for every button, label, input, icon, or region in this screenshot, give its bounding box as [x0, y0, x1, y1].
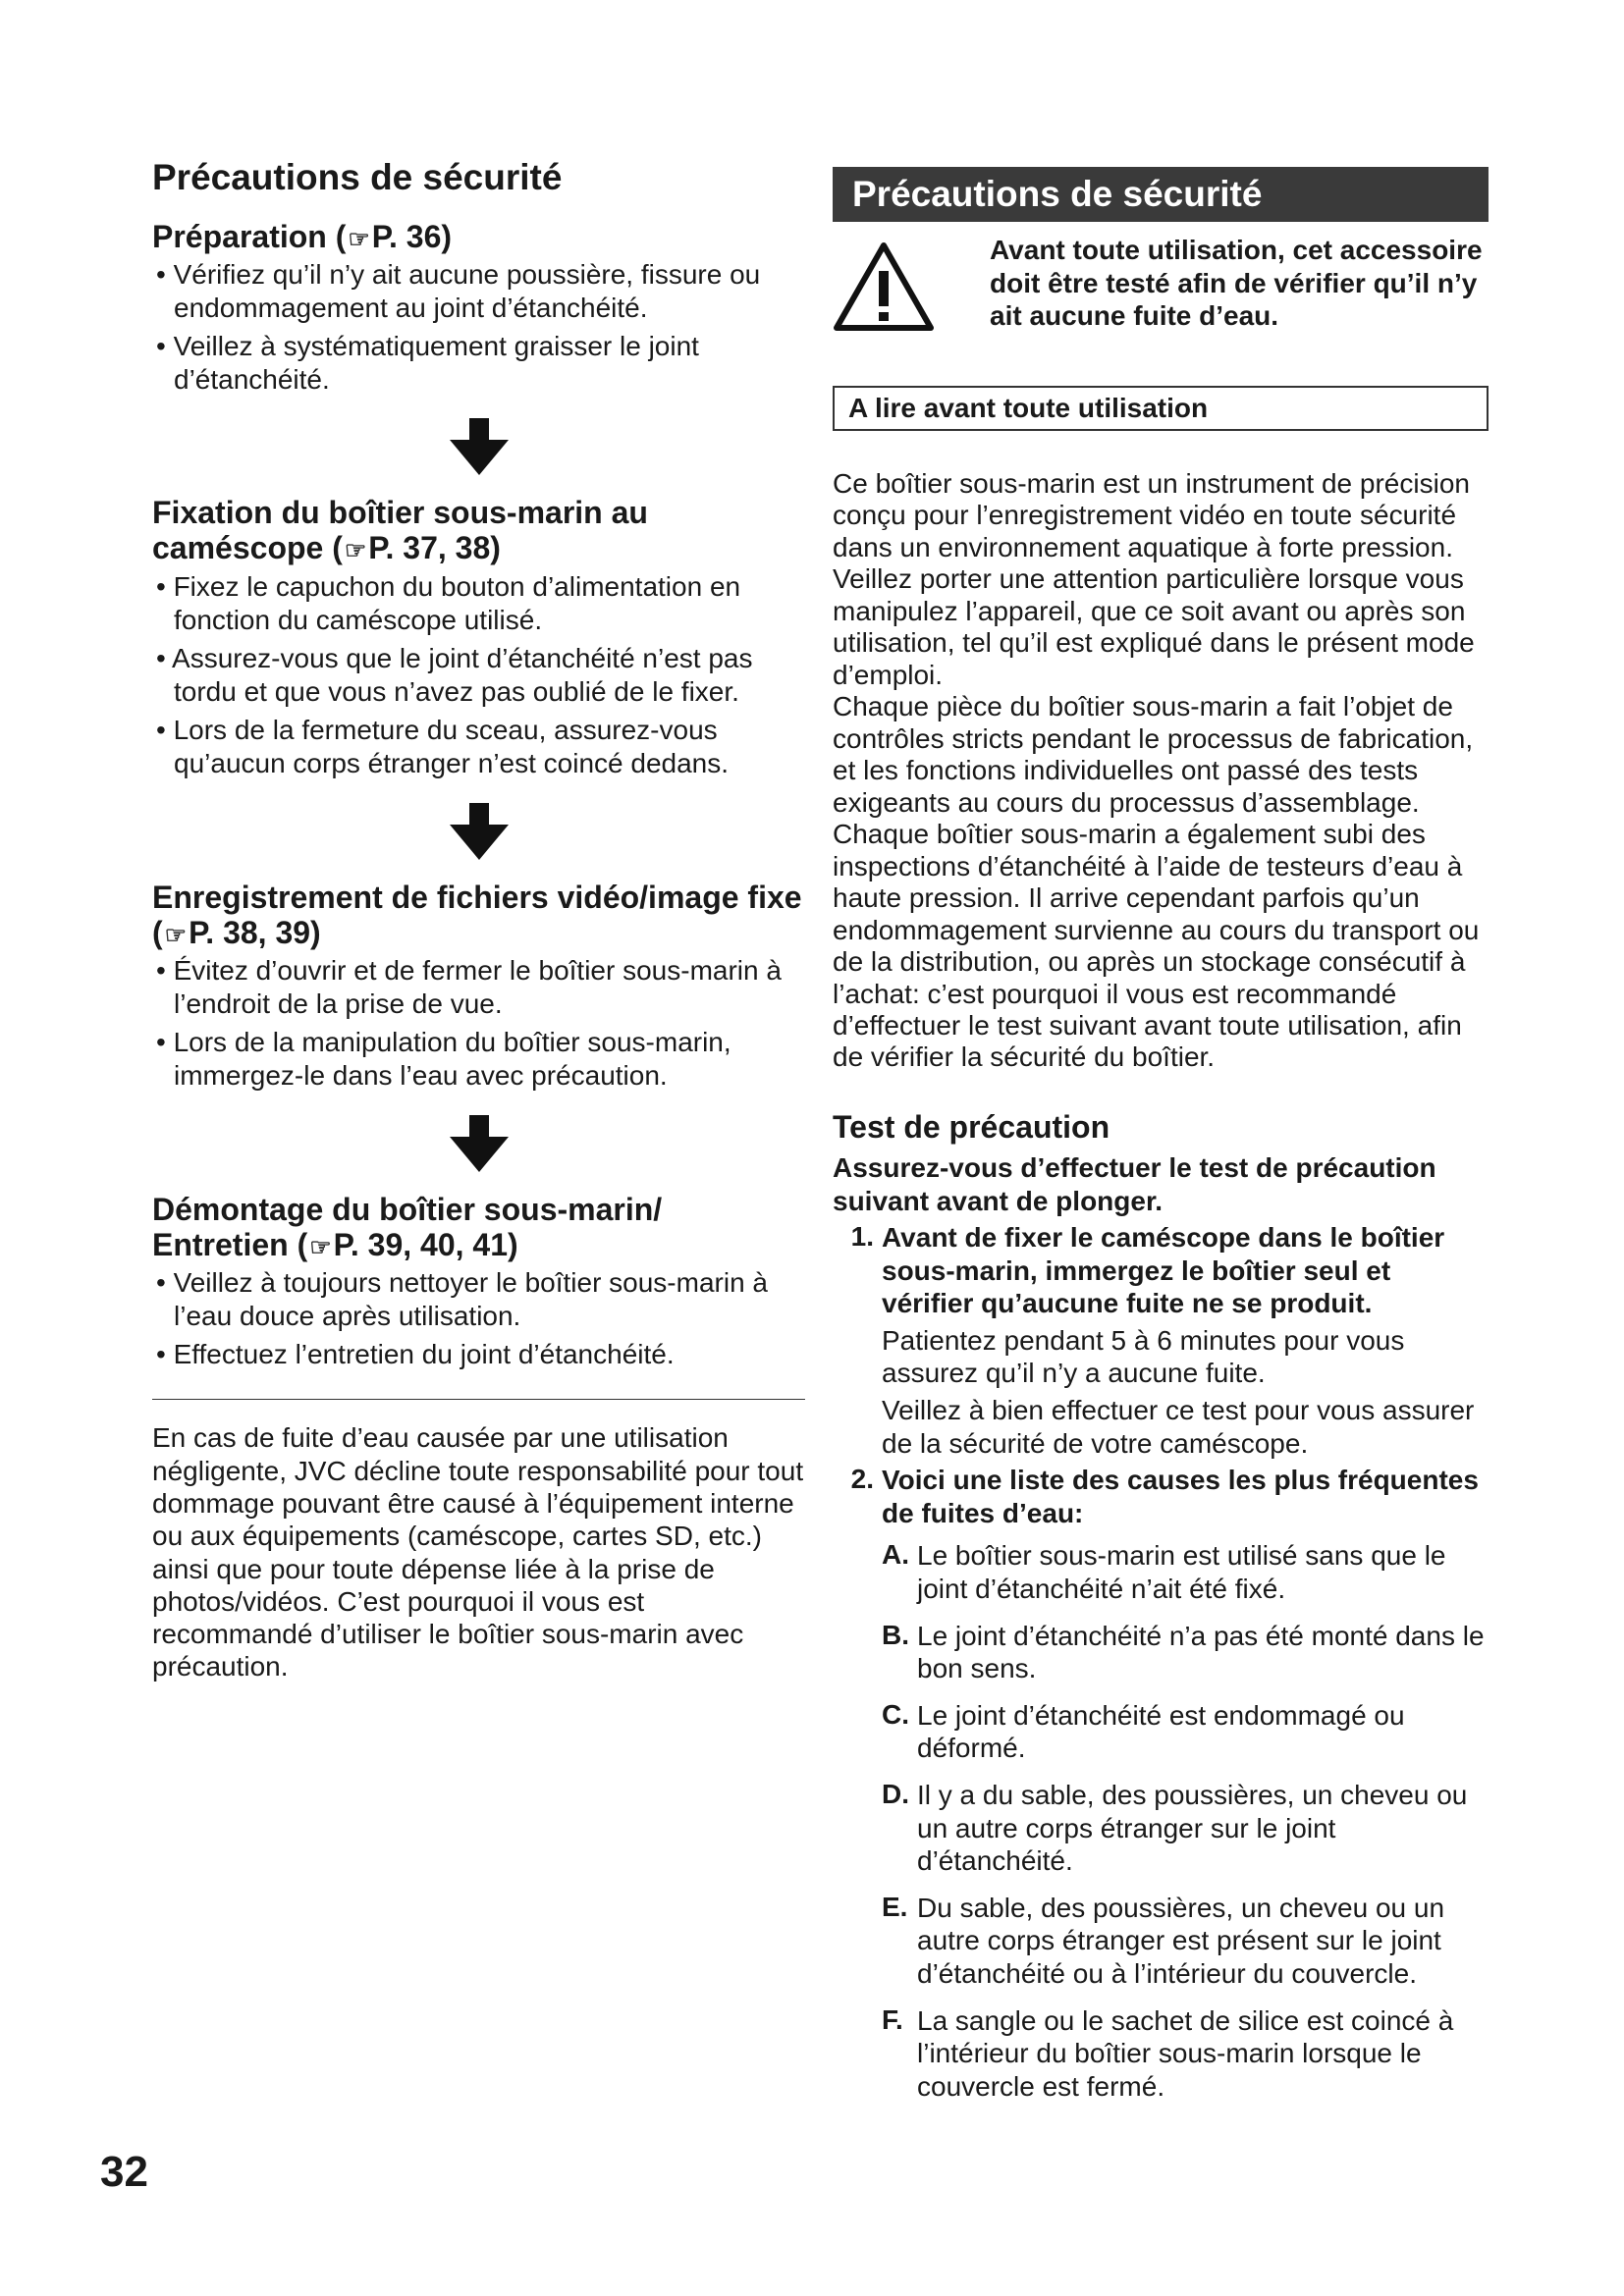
page-title: Précautions de sécurité: [152, 157, 563, 197]
pointing-hand-icon: ☞: [309, 1233, 332, 1261]
step-title-text: Préparation: [152, 218, 327, 254]
bullet-list: [152, 570, 805, 781]
bullet-item: • Évitez d’ouvrir et de fermer le boîtier sous-marin à l’endroit de la prise de vue.: [156, 954, 782, 1020]
bullet-item: • Lors de la manipulation du boîtier sous-marin, immergez-le dans l’eau avec précaution.: [156, 1027, 731, 1092]
warning-block: [833, 234, 1489, 337]
numbered-item: [833, 1464, 1489, 2116]
cause-letter: E.: [882, 1891, 908, 1922]
bullet-list: [152, 258, 805, 398]
step-demontage: [152, 1192, 805, 1372]
bullet-list: [152, 1266, 805, 1371]
item-number: 2.: [850, 1464, 874, 1495]
page-number: 32: [100, 2148, 148, 2196]
step-title: Démontage du boîtier sous-marin/ Entretien (☞P. 39, 40, 41): [152, 1191, 663, 1262]
step-title: Enregistrement de fichiers vidéo/image fixe (☞P. 38, 39): [152, 879, 802, 950]
cause-item: [882, 1539, 1489, 1605]
cause-item: [882, 1779, 1489, 1878]
item-text: Veillez à bien effectuer ce test pour vous assurer de la sécurité de votre caméscope.: [882, 1395, 1475, 1459]
bullet-item: • Lors de la fermeture du sceau, assurez-vous qu’aucun corps étranger n’est coincé dedans.: [156, 715, 730, 779]
bullet-item: • Assurez-vous que le joint d’étanchéité n’est pas tordu et que vous n’avez pas oublié de le fixer.: [156, 642, 753, 708]
cause-letter: A.: [882, 1539, 909, 1571]
step-title: Fixation du boîtier sous-marin au caméscope (☞P. 37, 38): [152, 495, 648, 566]
item-heading: Avant de fixer le caméscope dans le boîtier sous-marin, immergez le boîtier seul et vérifier qu’aucune fuite ne se produit.: [882, 1222, 1445, 1319]
cause-item: [882, 2004, 1489, 2104]
warning-text: Avant toute utilisation, cet accessoire doit être testé afin de vérifier qu’il n’y ait aucune fuite d’eau.: [990, 235, 1483, 332]
left-column: [152, 157, 805, 1683]
causes-list: [882, 1539, 1489, 2103]
page-reference: P. 38, 39): [189, 914, 321, 950]
cause-text: Du sable, des poussières, un cheveu ou un autre corps étranger est présent sur le joint d’étanchéité ou à l’intérieur du couvercle.: [917, 1892, 1445, 1989]
item-number: 1.: [850, 1221, 874, 1253]
cause-text: Le joint d’étanchéité est endommagé ou déformé.: [917, 1699, 1405, 1764]
item-text: Patientez pendant 5 à 6 minutes pour vous assurez qu’il n’y a aucune fuite.: [882, 1324, 1405, 1389]
intro-paragraph: Ce boîtier sous-marin est un instrument de précision conçu pour l’enregistrement vidéo en toute sécurité dans un environnement aquatique à forte pression. Veillez porter une attention particulière lorsque vous manipulez l’appareil, que ce soit avant ou après son utilisation, tel qu’il est expliqué dans le présent mode d’emploi.: [833, 468, 1475, 690]
pointing-hand-icon: ☞: [348, 225, 370, 253]
down-arrow-icon: [152, 418, 805, 475]
pointing-hand-icon: ☞: [164, 921, 188, 949]
cause-item: [882, 1892, 1489, 1991]
down-arrow-icon: [152, 1115, 805, 1172]
step-fixation: [152, 495, 805, 780]
cause-text: Le joint d’étanchéité n’a pas été monté dans le bon sens.: [917, 1620, 1485, 1684]
divider: [152, 1399, 805, 1400]
page-reference: P. 36): [371, 218, 453, 254]
bullet-list: [152, 954, 805, 1094]
cause-item: [882, 1699, 1489, 1765]
cause-letter: C.: [882, 1698, 909, 1730]
pointing-hand-icon: ☞: [344, 537, 367, 565]
read-before-use-heading: A lire avant toute utilisation: [833, 386, 1489, 431]
test-lead: Assurez-vous d’effectuer le test de précaution suivant avant de plonger.: [833, 1151, 1436, 1216]
intro-paragraph: Chaque pièce du boîtier sous-marin a fait l’objet de contrôles stricts pendant le processus de fabrication, et les fonctions individuelles ont passé des tests exigeants au cours du processus d’assemblage. Chaque boîtier sous-marin a également subi des inspections d’étanchéité à l’aide de testeurs d’eau à haute pression. Il arrive cependant parfois qu’un endommagement survienne au cours du transport ou de la distribution, ou après un stockage consécutif à l’achat: c’est pourquoi il vous est recommandé d’effectuer le test suivant avant toute utilisation, afin de vérifier la sécurité du boîtier.: [833, 691, 1480, 1073]
warning-triangle-icon: [833, 234, 990, 337]
section-banner: Précautions de sécurité: [833, 167, 1489, 222]
cause-text: La sangle ou le sachet de silice est coincé à l’intérieur du boîtier sous-marin lorsque le couvercle est fermé.: [917, 2004, 1454, 2102]
right-column: [833, 167, 1489, 2116]
step-title-text: Démontage du boîtier sous-marin/ Entretien: [152, 1191, 663, 1262]
step-enregistrement: [152, 880, 805, 1094]
cause-text: Le boîtier sous-marin est utilisé sans que le joint d’étanchéité n’ait été fixé.: [917, 1540, 1446, 1605]
cause-letter: B.: [882, 1619, 909, 1650]
intro-text: [833, 468, 1489, 1074]
step-preparation: [152, 219, 805, 398]
test-title: Test de précaution: [833, 1108, 1110, 1145]
bullet-item: • Effectuez l’entretien du joint d’étanchéité.: [156, 1339, 675, 1370]
cause-item: [882, 1620, 1489, 1685]
page-reference: P. 39, 40, 41): [333, 1226, 518, 1262]
page-reference: P. 37, 38): [368, 530, 501, 566]
down-arrow-icon: [152, 803, 805, 860]
step-title-text: Enregistrement de fichiers vidéo/image fixe: [152, 879, 802, 915]
step-title-text: Fixation du boîtier sous-marin au caméscope: [152, 495, 648, 566]
step-title: Préparation (☞P. 36): [152, 218, 453, 254]
bullet-item: • Vérifiez qu’il n’y ait aucune poussière, fissure ou endommagement au joint d’étanchéité.: [156, 258, 761, 323]
liability-note: En cas de fuite d’eau causée par une utilisation négligente, JVC décline toute responsabilité pour tout dommage pouvant être causé à l’équipement interne ou aux équipements (caméscope, cartes SD, etc.) ainsi que pour toute dépense liée à la prise de photos/vidéos. C’est pourquoi il vous est recommandé d’utiliser le boîtier sous-marin avec précaution.: [152, 1422, 804, 1682]
numbered-item: [833, 1221, 1489, 1460]
bullet-item: • Veillez à systématiquement graisser le joint d’étanchéité.: [156, 331, 699, 396]
cause-text: Il y a du sable, des poussières, un cheveu ou un autre corps étranger sur le joint d’étanchéité.: [917, 1780, 1468, 1877]
bullet-item: • Veillez à toujours nettoyer le boîtier sous-marin à l’eau douce après utilisation.: [156, 1266, 768, 1331]
item-heading: Voici une liste des causes les plus fréquentes de fuites d’eau:: [882, 1465, 1479, 1528]
cause-letter: F.: [882, 2003, 903, 2035]
bullet-item: • Fixez le capuchon du bouton d’alimentation en fonction du caméscope utilisé.: [156, 570, 741, 635]
cause-letter: D.: [882, 1779, 909, 1809]
